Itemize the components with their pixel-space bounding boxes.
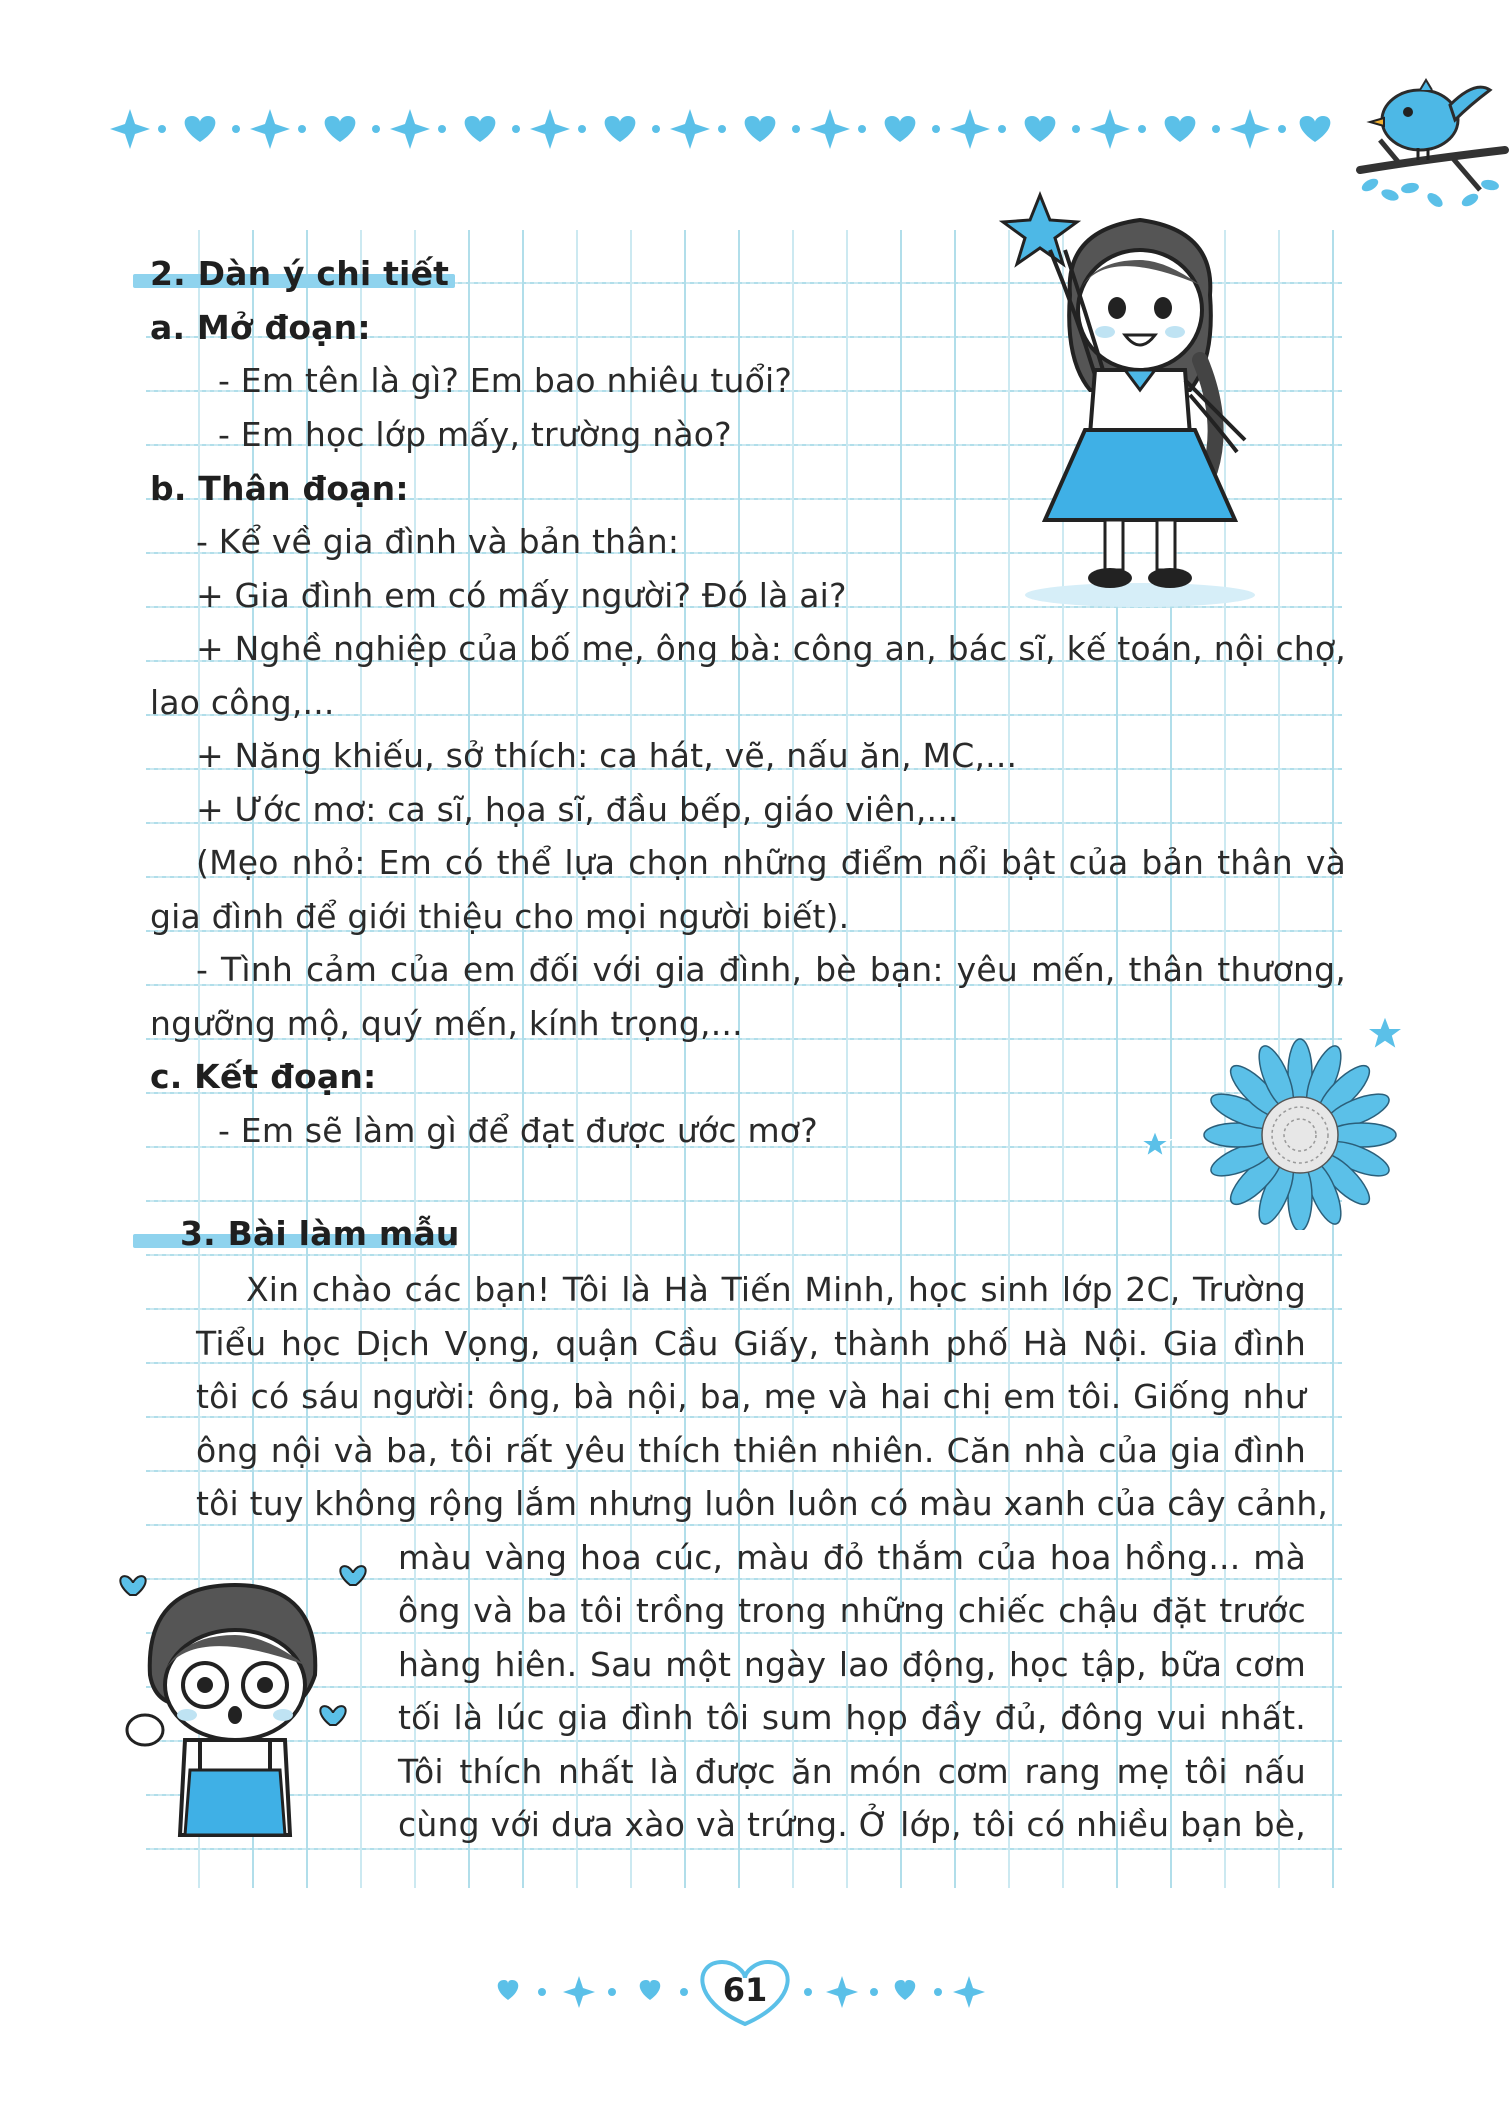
list-item: + Nghề nghiệp của bố mẹ, ông bà: công an, bác sĩ, kế toán, nội chợ, — [196, 629, 1346, 668]
essay-line: Tiểu học Dịch Vọng, quận Cầu Giấy, thành phố Hà Nội. Gia đình — [196, 1324, 1306, 1363]
list-item: + Gia đình em có mấy người? Đó là ai? — [196, 576, 847, 615]
section-b-heading: b. Thân đoạn: — [150, 469, 409, 508]
essay-line: Xin chào các bạn! Tôi là Hà Tiến Minh, học sinh lớp 2C, Trường — [246, 1270, 1306, 1309]
essay-line: ông và ba tôi trồng trong những chiếc chậu đặt trước — [398, 1591, 1306, 1630]
sparkle-icon — [110, 109, 150, 149]
heart-icon — [185, 116, 216, 142]
bird-icon — [1340, 60, 1510, 220]
essay-line: ông nội và ba, tôi rất yêu thích thiên nhiên. Căn nhà của gia đình — [196, 1431, 1306, 1470]
heart-icon — [320, 1706, 345, 1725]
essay-line: hàng hiên. Sau một ngày lao động, học tập, bữa cơm — [398, 1645, 1306, 1684]
list-item: + Ước mơ: ca sĩ, họa sĩ, đầu bếp, giáo viên,... — [196, 790, 959, 829]
list-item: - Tình cảm của em đối với gia đình, bè bạn: yêu mến, thân thương, — [196, 950, 1346, 989]
footer — [490, 1950, 1000, 2030]
list-item: - Em học lớp mấy, trường nào? — [218, 415, 732, 454]
heart-icon — [340, 1566, 365, 1585]
section-c-heading: c. Kết đoạn: — [150, 1057, 377, 1096]
essay-line: Tôi thích nhất là được ăn món cơm rang mẹ tôi nấu — [398, 1752, 1306, 1791]
section-3-heading: 3. Bài làm mẫu — [180, 1214, 460, 1253]
star-icon — [1140, 1130, 1170, 1157]
heart-icon — [120, 1576, 145, 1595]
essay-line: màu vàng hoa cúc, màu đỏ thắm của hoa hồng... mà — [398, 1538, 1306, 1577]
essay-line: tôi có sáu người: ông, bà nội, ba, mẹ và hai chị em tôi. Giống như — [196, 1377, 1306, 1416]
essay-line: tối là lúc gia đình tôi sum họp đầy đủ, đông vui nhất. — [398, 1698, 1306, 1737]
section-a-heading: a. Mở đoạn: — [150, 308, 371, 347]
list-item: - Em tên là gì? Em bao nhiêu tuổi? — [218, 361, 793, 400]
boy-illustration — [115, 1555, 380, 1855]
tip-text: gia đình để giới thiệu cho mọi người biết). — [150, 897, 850, 936]
essay-line: cùng với dưa xào và trứng. Ở lớp, tôi có nhiều bạn bè, — [398, 1805, 1306, 1844]
page-number: 61 — [722, 1971, 768, 2009]
list-item: ngưỡng mộ, quý mến, kính trọng,... — [150, 1004, 743, 1043]
list-item: - Em sẽ làm gì để đạt được ước mơ? — [218, 1111, 818, 1150]
list-item: - Kể về gia đình và bản thân: — [196, 522, 680, 561]
girl-illustration — [985, 190, 1295, 610]
sunflower-illustration — [1120, 1010, 1420, 1230]
tip-text: (Mẹo nhỏ: Em có thể lựa chọn những điểm nổi bật của bản thân và — [196, 843, 1346, 882]
list-item: lao công,... — [150, 683, 335, 722]
list-item: + Năng khiếu, sở thích: ca hát, vẽ, nấu ăn, MC,... — [196, 736, 1018, 775]
top-border-ornament — [100, 104, 1340, 154]
star-icon — [1366, 1015, 1404, 1050]
essay-line: tôi tuy không rộng lắm nhưng luôn luôn có màu xanh của cây cảnh, — [196, 1484, 1329, 1523]
section-2-heading: 2. Dàn ý chi tiết — [150, 254, 450, 293]
